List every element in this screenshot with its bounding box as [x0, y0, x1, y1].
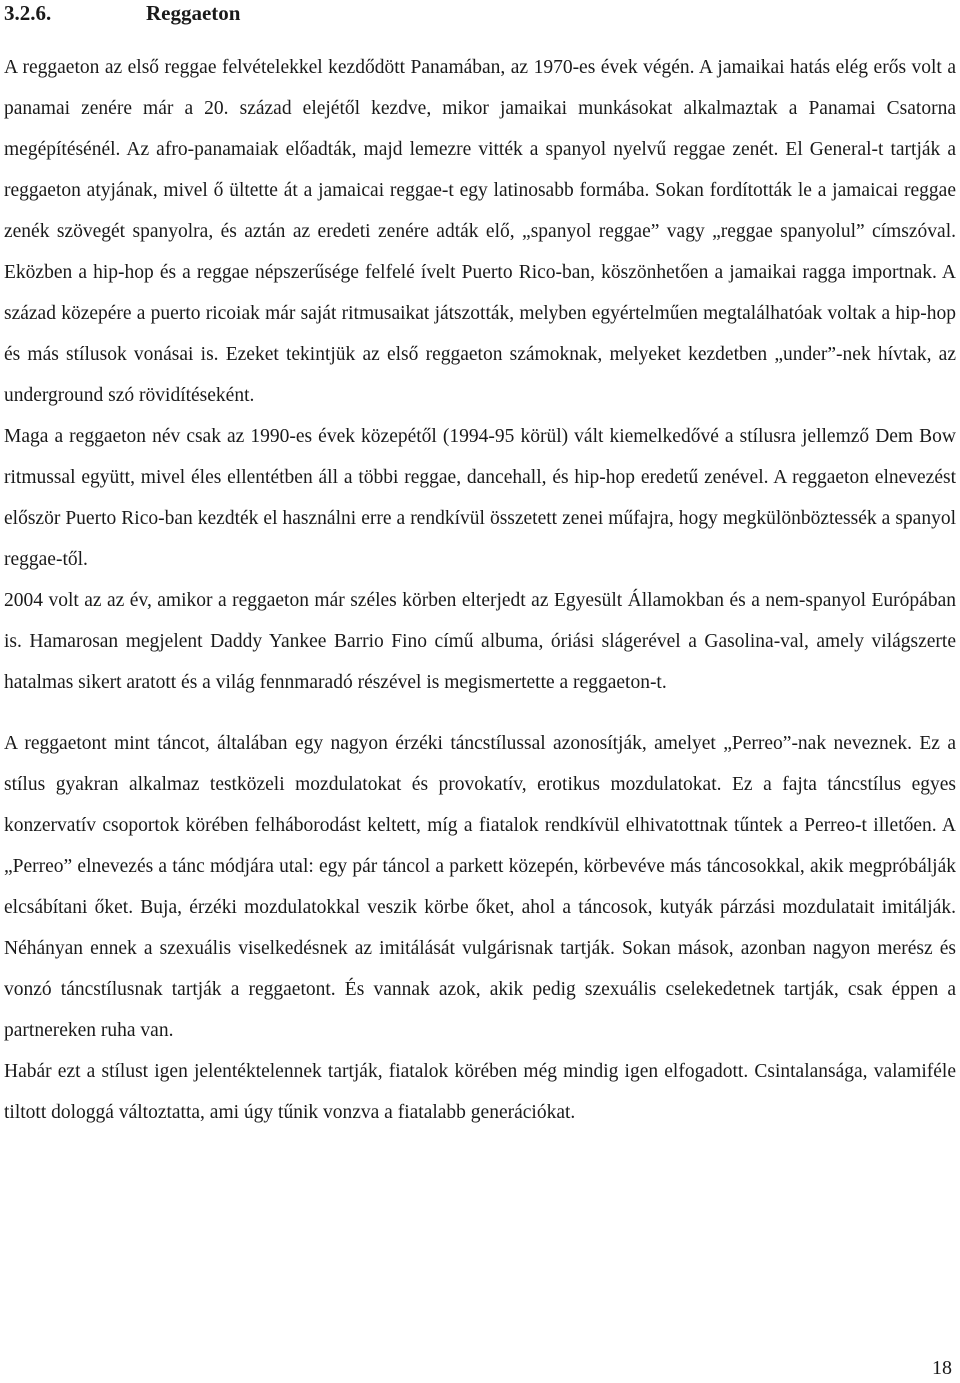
section-title: Reggaeton — [146, 1, 241, 25]
paragraph-origins: A reggaeton az első reggae felvételekkel kezdődött Panamában, az 1970-es évek végén. A jamaikai hatás elég erős volt a panamai zenére már a 20. század elejétől kezdve, mikor jamaikai munkásokat alkalmaztak a Panamai Csatorna megépítésénél. Az afro-panamaiak előadták, majd lemezre vitték a spanyol nyelvű reggae zenét. El General-t tartják a reggaeton atyjának, mivel ő ültette át a jamaicai reggae-t egy latinosabb formába. Sokan fordították le a jamaicai reggae zenék szövegét spanyolra, és aztán az eredeti zenére adták elő, „spanyol reggae” vagy „reggae spanyolul” címszóval. Eközben a hip-hop és a reggae népszerűsége felfelé ívelt Puerto Rico-ban, köszönhetően a jamaikai ragga importnak. A század közepére a puerto ricoiak már saját ritmusaikat játszották, melyben egyértelműen megtalálhatóak voltak a hip-hop és más stílusok vonásai is. Ezeket tekintjük az első reggaeton számoknak, melyeket kezdetben „under”-nek hívtak, az underground szó rövidítéseként. — [4, 57, 956, 406]
paragraph-dance: A reggaetont mint táncot, általában egy nagyon érzéki táncstílussal azonosítják, amelyet „Perreo”-nak neveznek. Ez a stílus gyakran alkalmaz testközeli mozdulatokat és provokatív, erotikus mozdulatokat. Ez a fajta táncstílus egyes konzervatív csoportok körében felháborodást keltett, míg a fiatalok rendkívül elhivatottnak tűntek a Perreo-t illetően. A „Perreo” elnevezés a tánc módjára utal: egy pár táncol a parkett közepén, körbevéve más táncosokkal, akik megpróbálják elcsábítani őket. Buja, érzéki mozdulatokkal veszik körbe őket, ahol a táncosok, kutyák párzási mozdulatait imitálják. Néhányan ennek a szexuális viselkedésnek az imitálását vulgárisnak tartják. Sokan mások, azonban nagyon merész és vonzó táncstílusnak tartják a reggaetont. És vannak azok, akik pedig szexuális cselekedetnek tartják, csak éppen a partnereken ruha van. — [4, 733, 956, 1041]
section-number: 3.2.6. — [4, 1, 52, 25]
document-page — [4, 0, 956, 1133]
page-number: 18 — [932, 1357, 952, 1379]
heading-spacer — [4, 30, 956, 47]
paragraph-name: Maga a reggaeton név csak az 1990-es évek közepétől (1994-95 körül) vált kiemelkedővé a stílusra jellemző Dem Bow ritmussal együtt, mivel éles ellentétben áll a többi reggae, dancehall, és hip-hop eredetű zenével. A reggaeton elnevezést először Puerto Rico-ban kezdték el használni erre a rendkívül összetett zenei műfajra, hogy megkülönböztessék a spanyol reggae-től. — [4, 426, 956, 570]
section-heading — [4, 0, 956, 30]
paragraph-acceptance: Habár ezt a stílust igen jelentéktelennek tartják, fiatalok körében még mindig igen elfogadott. Csintalansága, valamiféle tiltott dologgá változtatta, ami úgy tűnik vonzva a fiatalabb generációkat. — [4, 1061, 956, 1123]
paragraph-2004: 2004 volt az az év, amikor a reggaeton már széles körben elterjedt az Egyesült Államokban és a nem-spanyol Európában is. Hamarosan megjelent Daddy Yankee Barrio Fino című albuma, óriási slágerével a Gasolina-val, amely világszerte hatalmas sikert aratott és a világ fennmaradó részével is megismertette a reggaeton-t. — [4, 590, 956, 693]
